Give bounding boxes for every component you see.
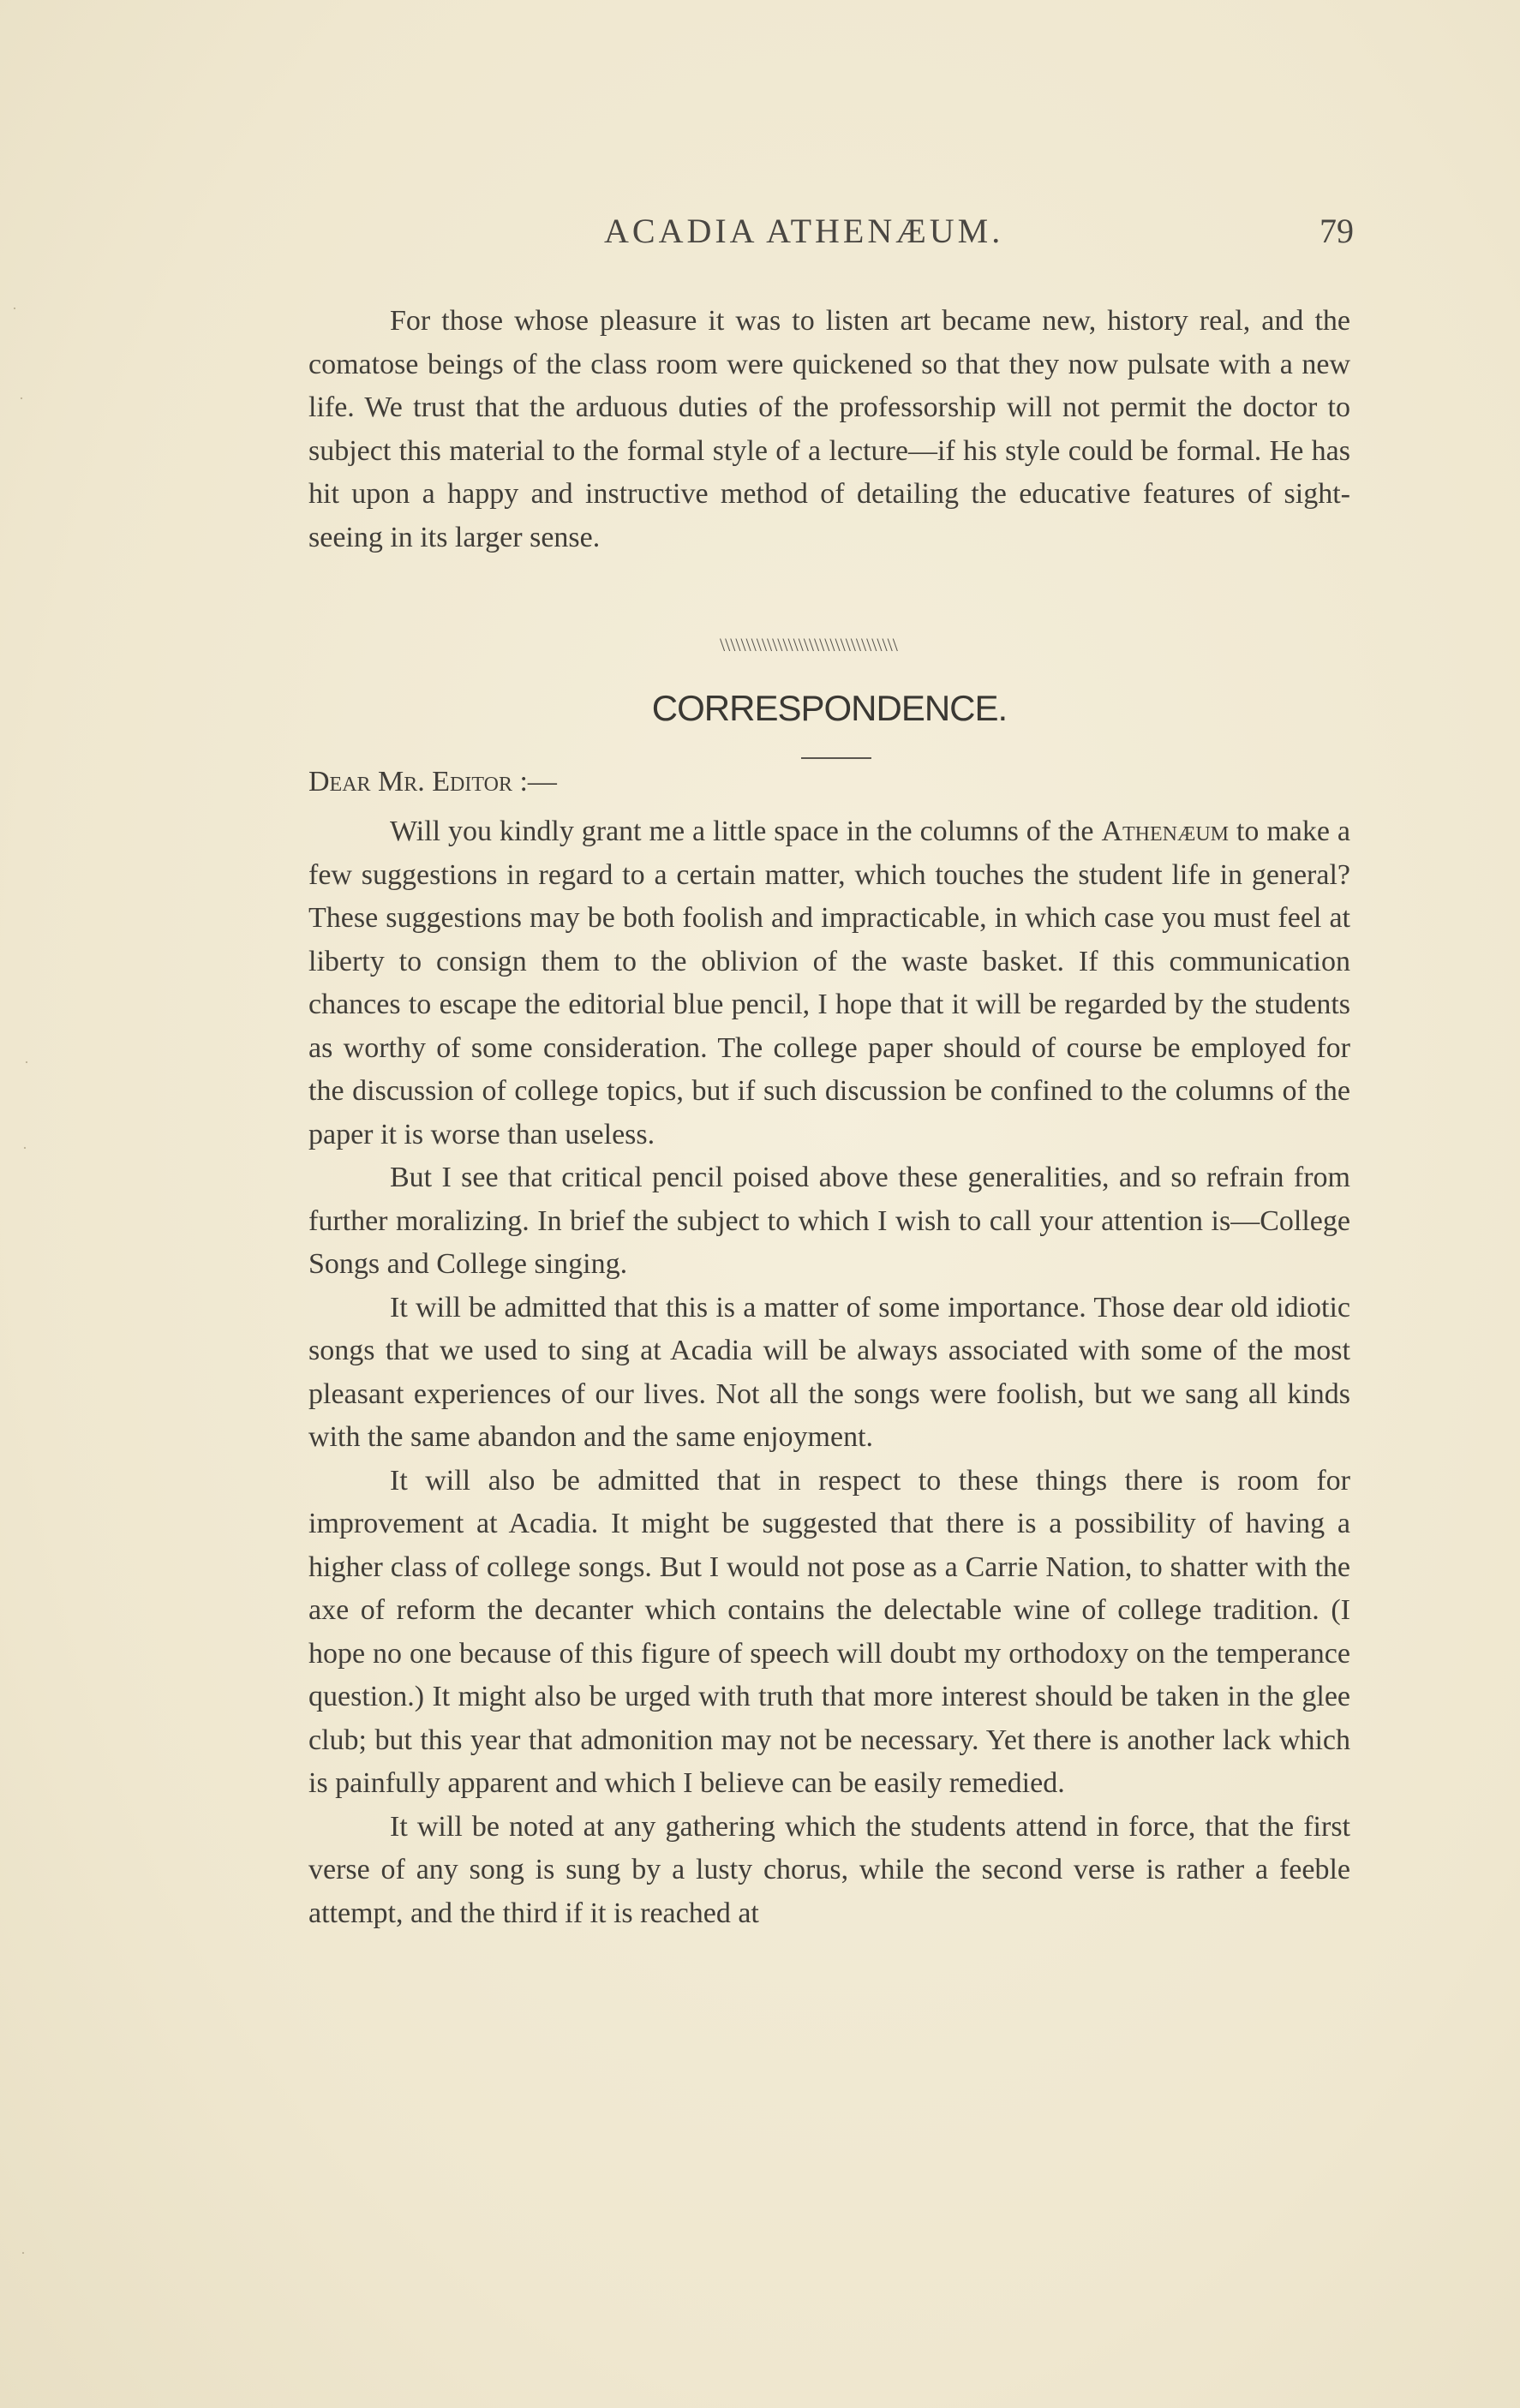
- page-header: [308, 211, 1354, 262]
- margin-speck: ·: [19, 390, 24, 407]
- margin-speck: ·: [22, 1139, 27, 1156]
- margin-speck: ·: [12, 300, 17, 317]
- margin-speck: ·: [24, 1054, 29, 1071]
- heading-rule: [801, 757, 871, 759]
- letter-paragraph-text: to make a few suggestions in regard to a certain matter, which touches the student life in general? These suggestions may be both foolish and impracticable, in which case you must feel at liberty to consign them to the oblivion of the waste basket. If this communication chances to escape the editorial blue pencil, I hope that it will be regarded by the students as worthy of some consideration. The college paper should of course be employed for the discussion of college topics, but if such discussion be confined to the columns of the paper it is worse than useless.: [308, 816, 1350, 1150]
- letter-paragraph-text: Will you kindly grant me a little space in the columns of the: [390, 816, 1094, 847]
- page-number: 79: [1320, 212, 1354, 250]
- section-ornament: \\\\\\\\\\\\\\\\\\\\\\\\\\\\\\\\\\: [720, 634, 898, 655]
- letter-paragraph: [308, 810, 1350, 1156]
- letter-paragraph: It will be admitted that this is a matter of some importance. Those dear old idiotic songs that we used to sing at Acadia will be always associated with some of the most pleasant experiences of our lives. Not all the songs were foolish, but we sang all kinds with the same abandon and the same enjoyment.: [308, 1291, 1350, 1453]
- letter-body: [308, 810, 1350, 1935]
- letter-paragraph: It will also be admitted that in respect to these things there is room for improvement at Acadia. It might be suggested that there is a possibility of having a higher class of college songs. But I would not pose as a Carrie Nation, to shatter with the axe of reform the decanter which contains the delectable wine of college tradition. (I hope no one because of this figure of speech will doubt my orthodoxy on the temperance question.) It might also be urged with truth that more interest should be taken in the glee club; but this year that admonition may not be necessary. Yet there is another lack which is painfully apparent and which I believe can be easily remedied.: [308, 1464, 1350, 1799]
- running-title: ACADIA ATHENÆUM.: [604, 212, 1004, 250]
- margin-speck: ·: [21, 2244, 26, 2262]
- section-heading: CORRESPONDENCE.: [651, 688, 1008, 728]
- letter-paragraph: But I see that critical pencil poised above these generalities, and so refrain from further moralizing. In brief the subject to which I wish to call your attention is—College Songs and College singing.: [308, 1162, 1350, 1280]
- publication-name: Athenæum: [1101, 816, 1230, 847]
- intro-paragraph: For those whose pleasure it was to listen art became new, history real, and the comatose beings of the class room were quickened so that they now pulsate with a new life. We trust that the arduous duties of the professorship will not permit the doctor to subject this material to the formal style of a lecture—if his style could be formal. He has hit upon a happy and instructive method of detailing the educative features of sight-seeing in its larger sense.: [308, 305, 1350, 553]
- margin-specks: [0, 0, 51, 2408]
- salutation: Dear Mr. Editor :—: [308, 766, 557, 798]
- intro-block: [308, 300, 1350, 559]
- letter-paragraph: It will be noted at any gathering which the students attend in force, that the first verse of any song is sung by a lusty chorus, while the second verse is rather a feeble attempt, and the third if it is reached at: [308, 1810, 1350, 1929]
